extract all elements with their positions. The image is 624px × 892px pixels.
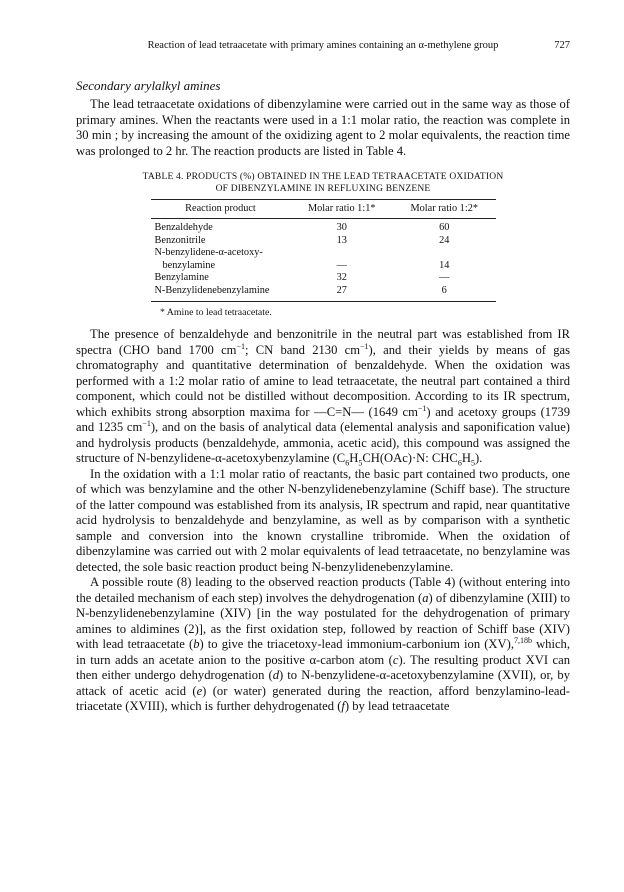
text-run: ; CN band 2130 cm [245,342,361,357]
table-row [151,285,496,302]
table-row [151,219,496,235]
paragraph-2 [76,327,570,467]
text-run: ) to N-benzylidene-α-acetoxybenzylamine (XVII), or, by attack of acetic acid ( [76,668,570,698]
step-letter: e [196,683,203,698]
products-table [151,199,496,302]
superscript: −1 [417,403,427,413]
superscript: −1 [236,341,245,351]
cell-product: benzylamine [162,259,216,271]
running-head [76,40,570,56]
text-run: H [349,451,359,465]
table-header-row [151,200,496,219]
text-run: ) to give the triacetoxy-lead immonium-carbonium ion (XV), [199,637,514,651]
text-run: which, in turn adds an acetate anion to the positive α-carbon atom ( [76,637,571,667]
step-letter: d [272,668,279,682]
page-number: 727 [554,40,570,51]
cell-product: N-Benzylidenebenzylamine [151,285,291,302]
text-run: The presence of benzaldehyde and benzonitrile in the neutral part was established from IR spectra (CHO band 1700 cm [76,327,570,357]
step-letter: f [341,699,345,713]
cell-ratio-1-2: — [439,272,450,283]
paragraph-1: The lead tetraacetate oxidations of dibenzylamine were carried out in the same way as those of primary amines. When the reactants were used in a 1:1 molar ratio, the reaction was complete in 30 min ; by increasing the amount of the oxidizing agent to 2 molar equivalents, the reaction time was prolonged to 2 hr. The reaction products are listed in Table 4. [76,97,570,158]
step-letter: b [193,637,200,651]
text-run: H [461,451,471,465]
cell-ratio-1-2: 6 [393,285,496,302]
cell-product: Benzylamine [154,272,209,283]
paragraph-4 [76,575,570,715]
paragraph-3: In the oxidation with a 1:1 molar ratio of reactants, the basic part contained two products, one of which was benzylamine and the other N-benzylidenebenzylamine (Schiff base). The structure of the latter compound was established from its analysis, IR spectrum and rapid, near quantitative acid hydrolysis to benzaldehyde and benzylamine, as well as by comparison with a synthetic sample and conversion into the known crystalline tribromide. When the oxidation of dibenzylamine was carried out with 2 molar equivalents of lead tetraacetate, no benzylamine was detected, the sole basic reaction product being N-benzylidenebenzylamine. [76,466,570,574]
table-caption [76,171,570,195]
text-run: ). [474,451,483,465]
subscript: 6 [345,458,350,468]
subscript: 5 [358,458,363,468]
cell-ratio-1-1: 32 [336,272,347,283]
cell-ratio-1-1: — [336,259,347,271]
text-run: A possible route (8) leading to the observed reaction products (Table 4) (without entering into the detailed mechanism of each step) involves the dehydrogenation ( [76,575,570,605]
text-run: ) (or water) generated during the reaction, afford benzylamino-lead-triacetate (XVIII), which is further dehydrogenated ( [76,683,570,713]
superscript: −1 [360,341,369,351]
cell-ratio-1-2: 60 [439,222,450,233]
cell-ratio-1-2 [393,247,496,260]
subscript: 5 [470,458,475,468]
text-run: ) by lead tetraacetate [344,699,450,713]
text-run: ), and on the basis of analytical data (elemental analysis and saponification value) and hydrolysis products (benzaldehyde, ammonia, acetic acid), this compound was assigned the structure of N-benzylidene-α-acetoxybenzylamine (C [76,420,570,465]
subscript: 6 [457,458,462,468]
cell-ratio-1-1: 13 [336,234,347,246]
running-head-title: Reaction of lead tetraacetate with primary amines containing an α-methylene group [147,40,499,51]
cell-ratio-1-1 [291,247,394,260]
cell-ratio-1-1: 27 [291,285,394,302]
table-caption-line-2: OF DIBENZYLAMINE IN REFLUXING BENZENE [215,184,431,194]
section-heading: Secondary arylalkyl amines [76,78,221,93]
table-row [151,247,496,260]
table-caption-line-1: TABLE 4. PRODUCTS (%) OBTAINED IN THE LEAD TETRAACETATE OXIDATION [142,172,504,182]
table-wrapper [76,199,570,302]
step-letter: a [422,590,429,605]
text-run: ), and their yields by means of gas chromatography and quantitative determination of benzaldehyde. When the oxidation was performed with a 1:2 molar ratio of amine to lead tetraacetate, the neutral part contained a third component, which could not be distilled without decomposition. According to its IR spectrum, which exhibits strong absorption maxima for —C=N— (1649 cm [76,342,570,419]
step-letter: c [392,652,399,667]
page [76,40,570,715]
cell-ratio-1-1: 30 [336,222,347,233]
text-run: ) of dibenzylamine (XIII) to N-benzylidenebenzylamine (XIV) [in the way postulated for the dehydrogenation of primary amines to aldimines (2)], as the first oxidation step, followed by reaction of Schiff base (XIV) with lead tetraacetate ( [76,590,570,651]
cell-ratio-1-2: 14 [439,259,450,271]
table-row [151,235,496,248]
table-footnote: * Amine to lead tetraacetate. [160,307,272,318]
superscript: −1 [142,418,151,428]
text-run: ) and acetoxy groups (1739 and 1235 cm [76,404,570,434]
text-run: ). The resulting product XVI can then either undergo dehydrogenation ( [76,652,570,682]
table-row [151,272,496,285]
cell-product: Benzonitrile [154,234,206,246]
table-row [151,260,496,273]
cell-ratio-1-2: 24 [439,234,450,246]
column-header-ratio-1-1: Molar ratio 1:1* [291,200,394,219]
text-run: CH(OAc)·N: CHC [362,451,458,465]
citation-superscript: 7,18b [513,635,532,645]
cell-product: Benzaldehyde [154,222,213,233]
cell-product: N-benzylidene-α-acetoxy- [154,247,263,258]
column-header-ratio-1-2: Molar ratio 1:2* [393,200,496,219]
column-header-product: Reaction product [151,200,291,219]
